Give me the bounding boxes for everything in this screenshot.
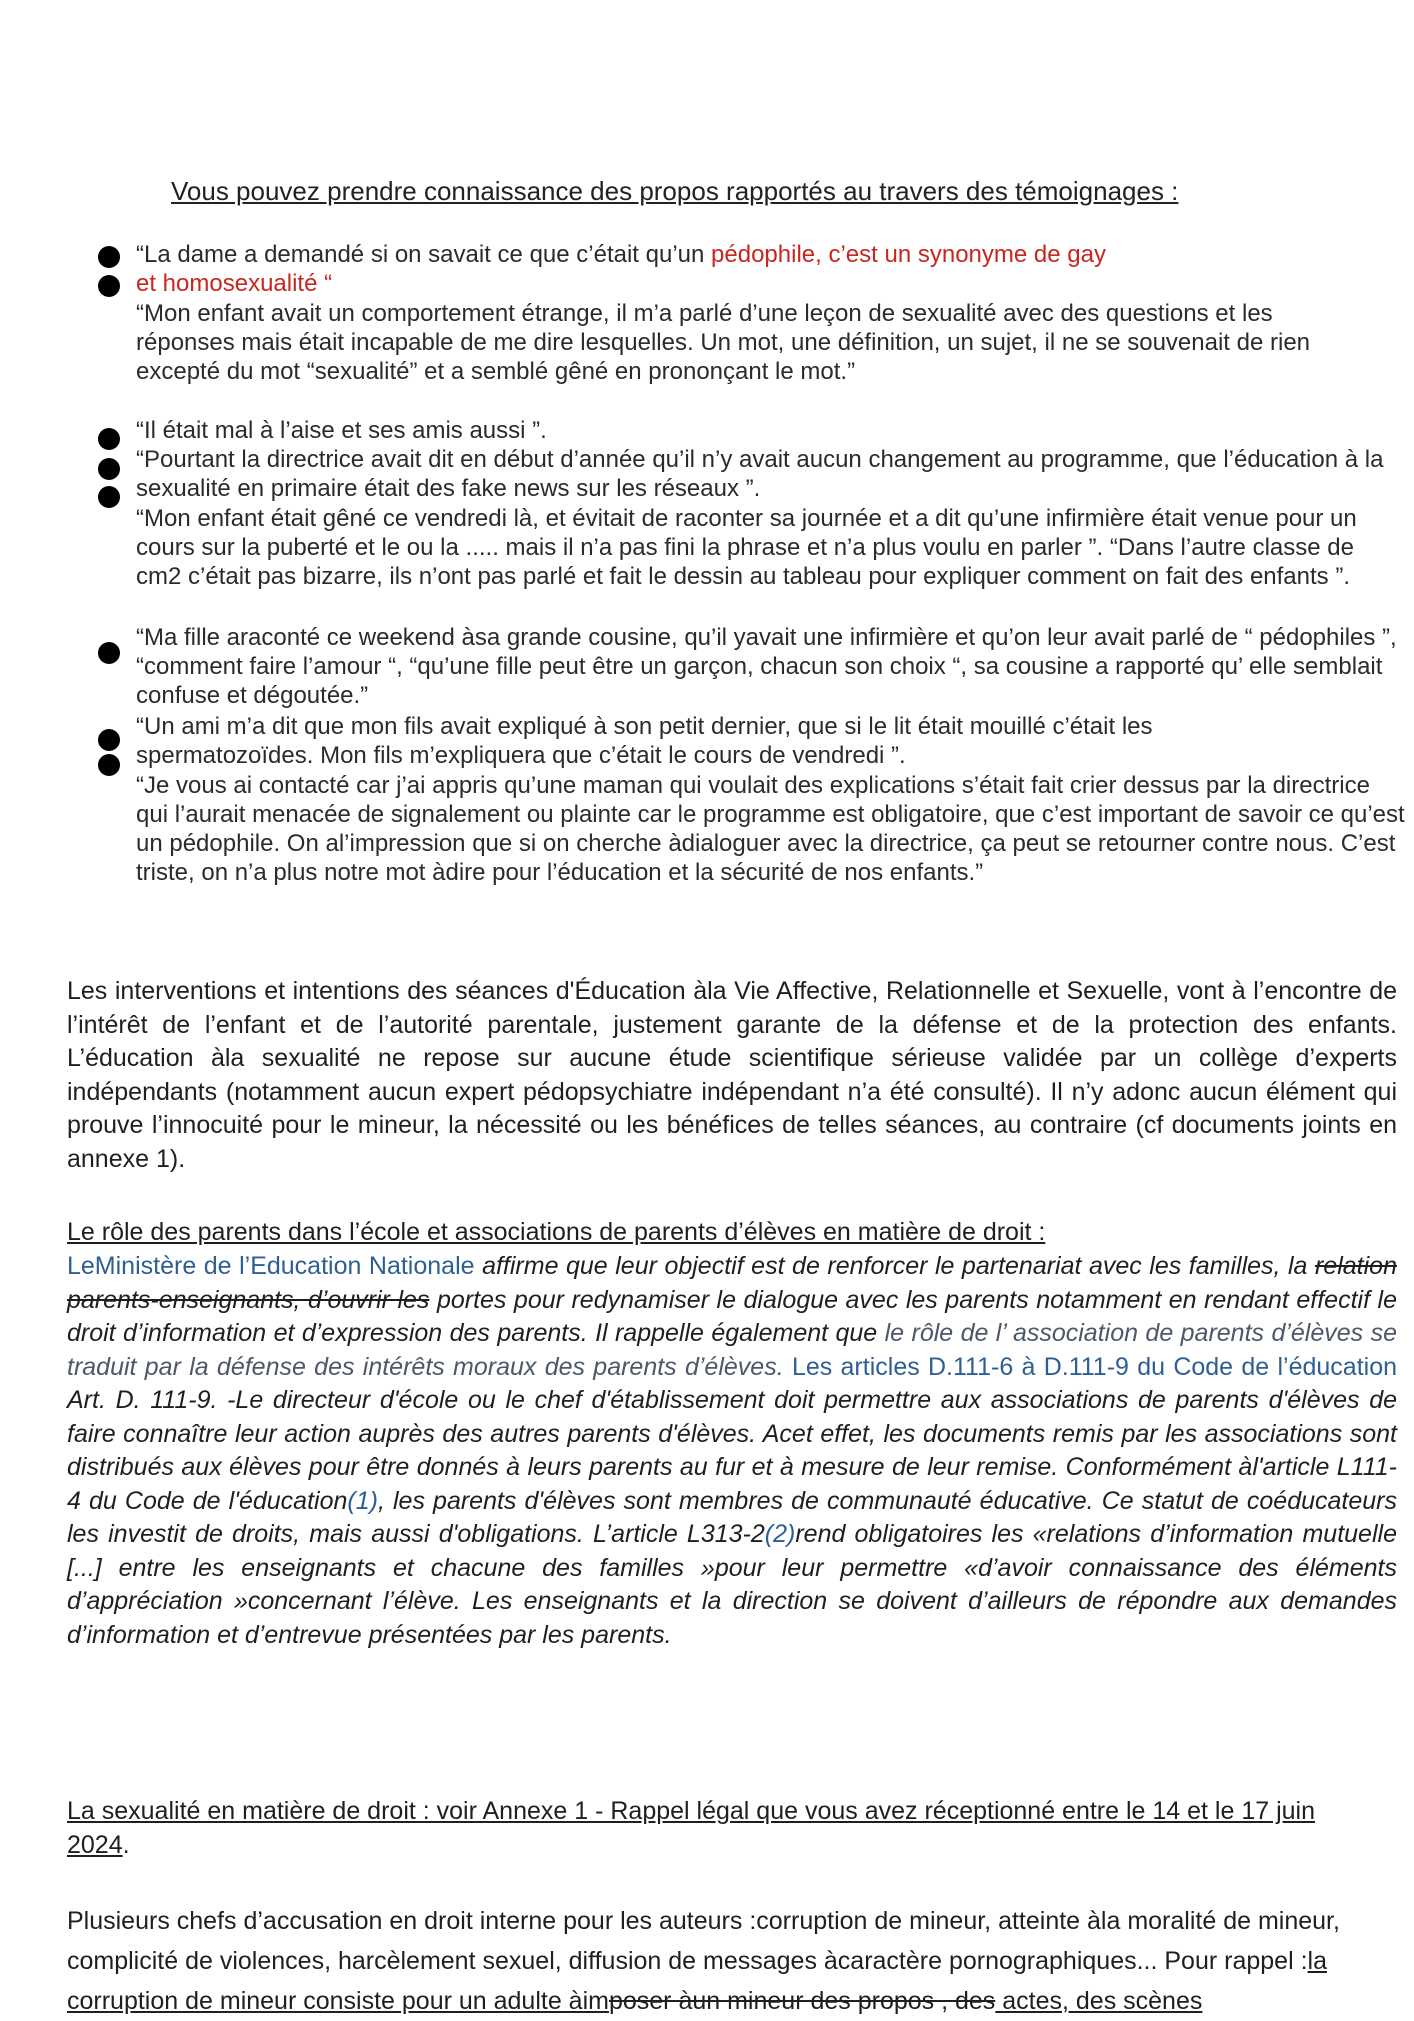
footnote-ref-2[interactable]: (2) [764,1520,796,1548]
paragraph-charges [67,1901,1367,2021]
testimony-8: “Je vous ai contacté car j’ai appris qu’une maman qui voulait des explications s’était fait crier dessus par la directrice qui l’aurait menacée de signalement ou plainte car le programme est obligatoire, que c’est important de savoir ce qu’est un pédophile. On al’impression que si on cherche àdialoguer avec la directrice, ça peut se retourner contre nous. C’est triste, on n’a plus notre mot àdire pour l’éducation et la sécurité de nos enfants.” [136,772,1405,886]
struck-text: poser àun mineur des propos , des [608,1987,996,2015]
testimony-highlight: pédophile, c’est un synonyme de gay [711,241,1106,268]
bullet-dot [98,642,120,664]
articles-link[interactable]: Les articles D.111-6 à D.111-9 du Code de l’éducation [791,1352,1398,1381]
underlined-text: la corruption de mineur consiste pour un adulte àim [67,1947,1327,2015]
section-heading-sexuality-law [67,1795,1367,1862]
text-span: affirme que leur objectif est de renforcer le partenariat avec les familles, la [474,1252,1315,1280]
paragraph-parents-role [67,1250,1397,1652]
paragraph-evars: Les interventions et intentions des séances d'Éducation àla Vie Affective, Relationnelle et Sexuelle, vont à l’encontre de l’intérêt de l’enfant et de l’autorité parentale, justement garante de la défense et de la protection des enfants. L’éducation àla sexualité ne repose sur aucune étude scientifique sérieuse validée par un collège d’experts indépendants (notamment aucun expert pédopsychiatre indépendant n’a été consulté). Il n’y adonc aucun élément qui prouve l’innocuité pour le mineur, la nécessité ou les bénéfices de telles séances, au contraire (cf documents joints en annexe 1). [67,977,1397,1173]
bullet-dot [98,729,120,751]
struck-text: relation parents-enseignants, d’ouvrir les [67,1252,1397,1314]
heading-text: La sexualité en matière de droit : voir Annexe 1 - Rappel légal que vous avez réceptionné entre le 14 et le 17 juin 2024 [67,1797,1316,1859]
testimony-4: “Pourtant la directrice avait dit en début d’année qu’il n’y avait aucun changement au programme, que l’éducation à la sexualité en primaire était des fake news sur les réseaux ”. [136,446,1384,502]
bullet-dot [98,458,120,480]
testimony-5: “Mon enfant était gêné ce vendredi là, et évitait de raconter sa journée et a dit qu’une infirmière était venue pour un cours sur la puberté et le ou la ..... mais il n’a pas fini la phrase et n’a plus voulu en parler ”. “Dans l’autre classe de cm2 c’était pas bizarre, ils n’ont pas parlé et fait le dessin au tableau pour expliquer comment on fait des enfants ”. [136,505,1357,590]
heading-period: . [122,1830,130,1859]
testimony-1 [136,240,1406,269]
testimony-3: “Il était mal à l’aise et ses amis aussi ”. [136,417,547,444]
text-span: Art. D. 111-9. -Le directeur d'école ou le chef d'établissement doit permettre aux associations de parents d'élèves de faire connaître leur action auprès des autres parents d'élèves. Acet effet, les documents remis par les associations sont distribués aux élèves pour être donnés à leurs parents au fur et à mesure de leur remise. Conformément àl'article L111-4 du Code de l'éducation [67,1386,1397,1515]
bullet-dot [98,275,120,297]
underlined-text: actes, des scènes [995,1987,1203,2015]
text-span: , les parents d'élèves sont membres de communauté éducative. Ce statut de coéducateurs les investit de droits, mais aussi d'obligations. L’article L313-2 [67,1486,1397,1548]
text-span: Plusieurs chefs d’accusation en droit interne pour les auteurs :corruption de mineur, atteinte àla moralité de mineur, complicité de violences, harcèlement sexuel, diffusion de messages àcaractère pornographiques... Pour rappel : [67,1907,1340,1975]
text-span: portes pour redynamiser le dialogue avec les parents notamment en rendant effectif le droit d’information et d’expression des parents. Il rappelle également que [67,1285,1397,1347]
ministere-link[interactable]: LeMinistère de l’Education Nationale [67,1252,475,1280]
footnote-ref-1[interactable]: (1) [347,1486,378,1515]
testimony-1-continued: et homosexualité “ [136,270,333,297]
testimony-6: “Ma fille araconté ce weekend àsa grande cousine, qu’il yavait une infirmière et qu’on leur avait parlé de “ pédophiles ”, “comment faire l’amour “, “qu’une fille peut être un garçon, chacun son choix “, sa cousine a rapporté qu’ elle semblait confuse et dégoutée.” [136,624,1397,709]
testimony-2: “Mon enfant avait un comportement étrange, il m’a parlé d’une leçon de sexualité avec des questions et les réponses mais était incapable de me dire lesquelles. Un mot, une définition, un sujet, il ne se souvenait de rien excepté du mot “sexualité” et a semblé gêné en prononçant le mot.” [136,300,1311,385]
bullet-dot [98,754,120,776]
bullet-dot [98,428,120,450]
association-role-text: le rôle de l’ association de parents d’élèves se traduit par la défense des intérêts moraux des parents d’élèves. [67,1319,1397,1381]
bullet-dot [98,486,120,508]
bullet-dot [98,246,120,268]
section-heading-testimonies: Vous pouvez prendre connaissance des propos rapportés au travers des témoignages : [171,176,1179,206]
testimony-7: “Un ami m’a dit que mon fils avait expliqué à son petit dernier, que si le lit était mouillé c’était les spermatozoïdes. Mon fils m’expliquera que c’était le cours de vendredi ”. [136,713,1153,769]
text-span: rend obligatoires les «relations d’information mutuelle [...] entre les enseignants et chacune des familles »pour leur permettre «d’avoir connaissance des éléments d’appréciation »concernant l’élève. Les enseignants et la direction se doivent d’ailleurs de répondre aux demandes d’information et d’entrevue présentées par les parents. [67,1520,1397,1649]
testimony-text: “La dame a demandé si on savait ce que c’était qu’un [136,241,712,268]
section-heading-parents-role: Le rôle des parents dans l’école et associations de parents d’élèves en matière de droit : [67,1218,1046,1246]
